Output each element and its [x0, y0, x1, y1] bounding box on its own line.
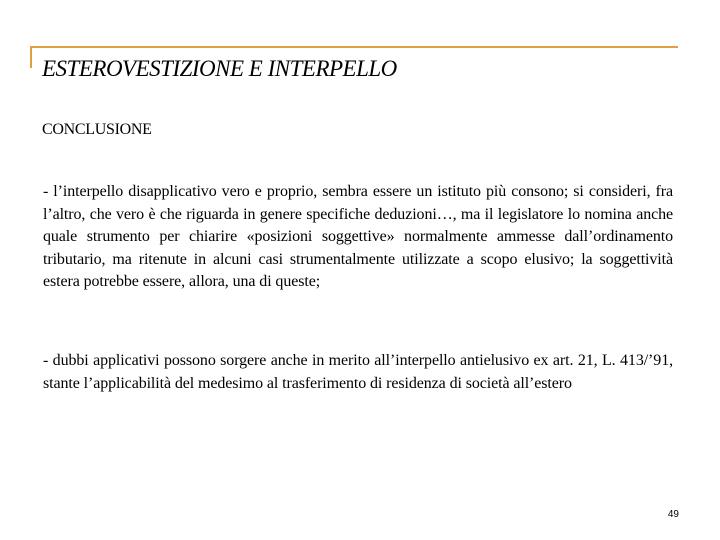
title-accent-corner [30, 46, 32, 68]
slide-subtitle: CONCLUSIONE [42, 121, 152, 138]
title-accent-line [30, 46, 678, 48]
slide-title: ESTEROVESTIZIONE E INTERPELLO [42, 56, 397, 81]
body-paragraph-1: - l’interpello disapplicativo vero e proprio, sembra essere un istituto più consono; si consideri, fra l’altro, che vero è che riguarda in genere specifiche deduzioni…, ma il legislatore lo nomina anche quale strumento per chiarire «posizioni soggettive» normalmente ammesse dall’ordinamento tributario, ma ritenute in alcuni casi strumentalmente utilizzate a scopo elusivo; la soggettività estera potrebbe essere, allora, una di queste; [43, 183, 673, 290]
page-number: 49 [667, 509, 679, 520]
body-paragraph-2: - dubbi applicativi possono sorgere anche in merito all’interpello antielusivo ex art. 21, L. 413/’91, stante l’applicabilità del medesimo al trasferimento di residenza di società all’estero [43, 352, 673, 392]
